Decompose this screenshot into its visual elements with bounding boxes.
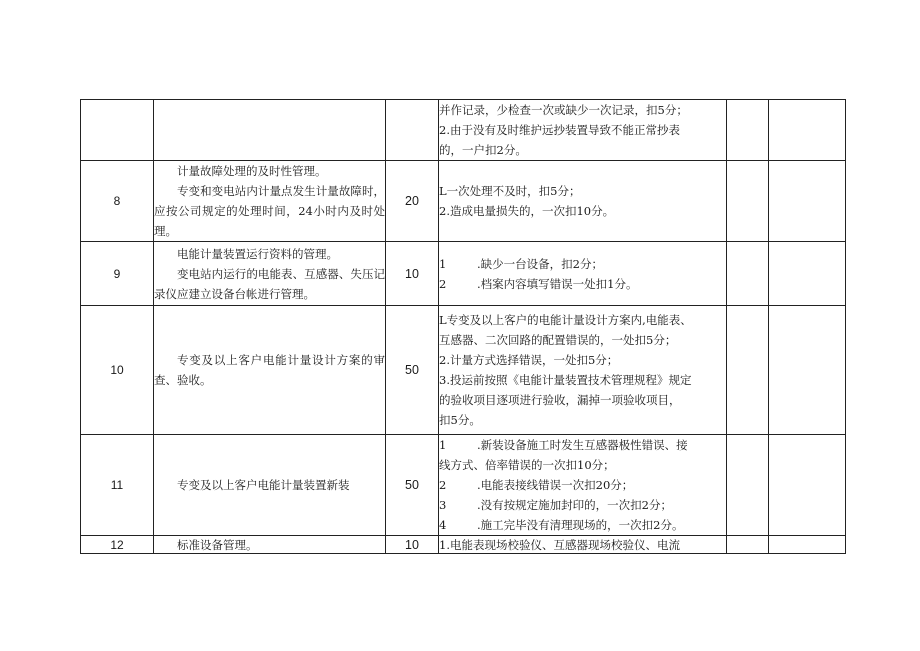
empty-cell [769,536,846,554]
rule-number: 2 [439,478,447,492]
content-paragraph: 专变和变电站内计量点发生计量故障时，应按公司规定的处理时间，24小时内及时处理。 [154,184,385,238]
item-content [154,536,386,554]
table-row [81,161,846,242]
scoring-rules [439,306,727,435]
content-paragraph: 电能计量装置运行资料的管理。 [177,246,338,261]
rule-line: 扣5分。 [439,413,481,427]
empty-cell [727,100,769,161]
rule-line: 2.造成电量损失的，一次扣10分。 [439,204,615,218]
item-content [154,100,386,161]
content-paragraph: 专变及以上客户电能计量设计方案的审查、验收。 [154,353,385,387]
table-row [81,100,846,161]
empty-cell [769,100,846,161]
empty-cell [727,536,769,554]
rule-line [439,475,726,495]
empty-cell [727,242,769,306]
empty-cell [769,161,846,242]
rule-line: 1.电能表现场校验仪、互感器现场校验仪、电流 [439,538,680,552]
rule-line: 的验收项目逐项进行验收，漏掉一项验收项目， [439,393,681,407]
item-score: 10 [386,242,439,306]
item-number: 11 [81,435,154,536]
content-paragraph: 变电站内运行的电能表、互感器、失压记录仪应建立设备台帐进行管理。 [154,266,385,301]
rule-line: 2.计量方式选择错误，一处扣5分； [439,353,619,367]
rule-text: .缺少一台设备，扣2分； [477,256,603,271]
item-content [154,435,386,536]
item-score: 10 [386,536,439,554]
item-number: 10 [81,306,154,435]
rule-text: .没有按规定施加封印的，一次扣2分； [477,498,672,512]
rule-text: .新装设备施工时发生互感器极性错误、接 [477,438,688,452]
rule-line [439,435,726,455]
item-content [154,161,386,242]
content-paragraph: 标准设备管理。 [177,538,258,552]
rule-line: 的，一户扣2分。 [439,143,527,157]
rule-line: 2.由于没有及时维护远抄装置导致不能正常抄表 [439,123,680,137]
rule-number: 1 [439,256,447,271]
table-row [81,306,846,435]
rule-line [439,515,726,535]
rule-text: .档案内容填写错误一处扣1分。 [477,276,638,291]
rule-line: 3.投运前按照《电能计量装置技术管理规程》规定 [439,373,692,387]
table-row [81,242,846,306]
empty-cell [769,242,846,306]
item-number: 9 [81,242,154,306]
rule-line: 互感器、二次回路的配置错误的，一处扣5分； [439,333,677,347]
empty-cell [727,161,769,242]
item-number [81,100,154,161]
scoring-rules [439,435,727,536]
empty-cell [727,306,769,435]
item-score: 20 [386,161,439,242]
rule-number: 3 [439,498,447,512]
table-row [81,536,846,554]
content-paragraph: 计量故障处理的及时性管理。 [177,164,327,178]
item-number: 8 [81,161,154,242]
rule-number: 2 [439,276,447,291]
scoring-rules [439,536,727,554]
content-paragraph: 专变及以上客户电能计量装置新装 [177,478,350,492]
rule-line [439,254,726,274]
rule-text: .施工完毕没有清理现场的，一次扣2分。 [477,518,684,532]
item-score: 50 [386,435,439,536]
rule-line: L一次处理不及时，扣5分； [439,184,581,198]
empty-cell [769,306,846,435]
rule-line [439,274,726,294]
rule-line: 线方式、倍率错误的一次扣10分； [439,458,615,472]
table-row [81,435,846,536]
rule-text: .电能表接线错误一次扣20分； [477,478,634,492]
table-body [81,100,846,554]
assessment-table [80,99,846,554]
rule-line: L专变及以上客户的电能计量设计方案内,电能表、 [439,313,692,327]
item-score: 50 [386,306,439,435]
scoring-rules [439,242,727,306]
empty-cell [769,435,846,536]
item-number: 12 [81,536,154,554]
scoring-rules [439,161,727,242]
scoring-rules [439,100,727,161]
rule-line: 并作记录，少检查一次或缺少一次记录，扣5分； [439,103,688,117]
item-content [154,242,386,306]
empty-cell [727,435,769,536]
rule-line [439,495,726,515]
rule-number: 4 [439,518,447,532]
rule-number: 1 [439,438,447,452]
item-score [386,100,439,161]
item-content [154,306,386,435]
